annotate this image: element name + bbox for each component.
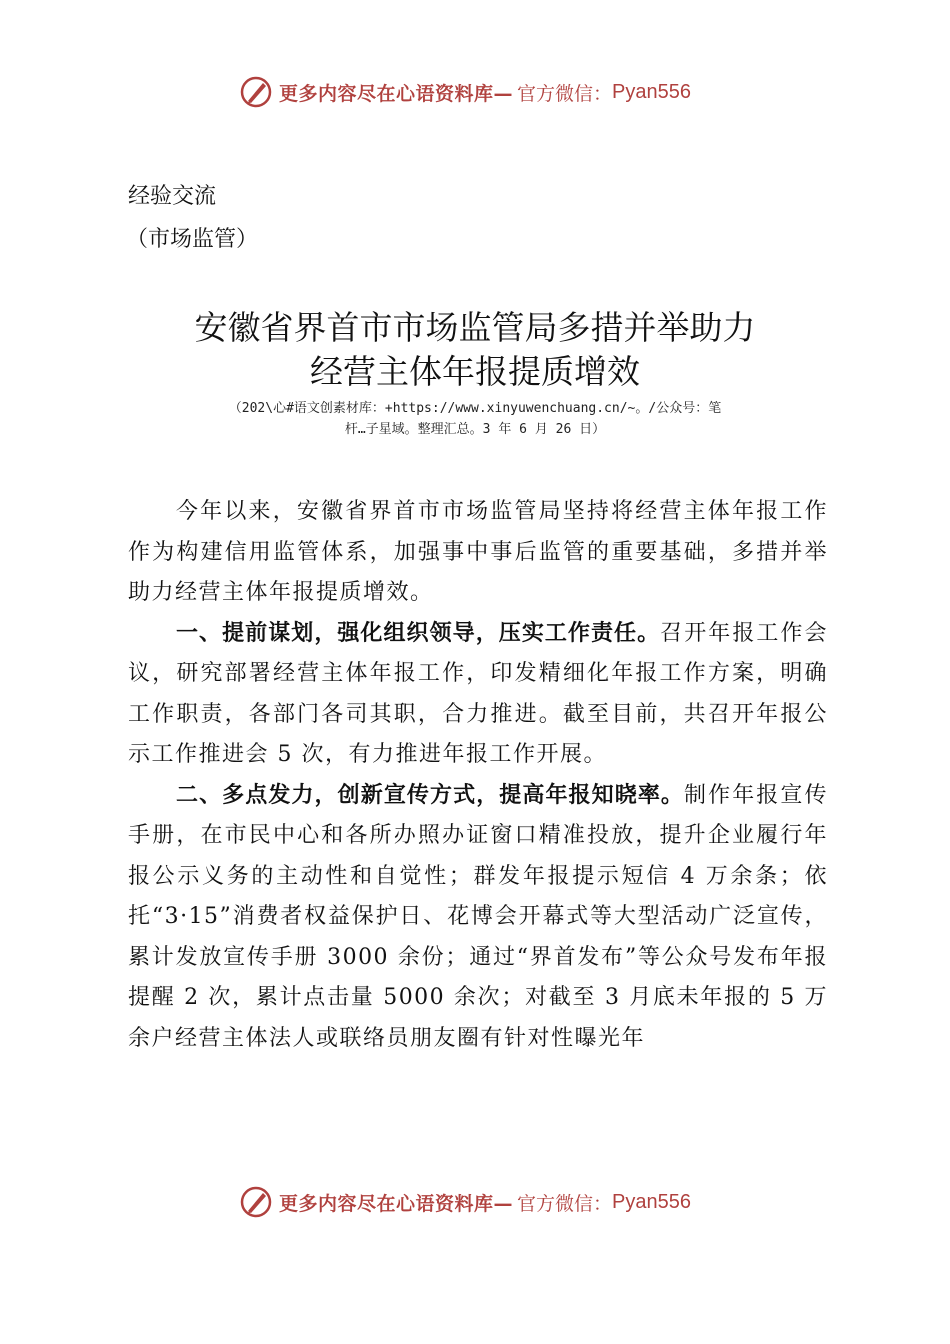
article-title bbox=[100, 306, 850, 394]
wechat-id: Pyan556 bbox=[612, 1190, 691, 1213]
watermark-text: 更多内容尽在心语资料库— bbox=[279, 82, 514, 105]
section-heading: 二、多点发力，创新宣传方式，提高年报知晓率。 bbox=[176, 782, 685, 808]
paragraph-text: 召开年报工作会议，研究部署经营主体年报工作，印发精细化年报工作方案，明确工作职责，各部门各司其职，合力推进。截至目前，共召开年报公示工作推进会 5 次，有力推进年报工作开展。 bbox=[128, 620, 828, 767]
wechat-label: 官方微信： bbox=[517, 82, 613, 105]
source-line-1: （202\心#语文创素材库：+https://www.xinyuwenchuang.cn/~。/公众号：笔 bbox=[228, 401, 722, 416]
watermark-banner-top bbox=[0, 72, 950, 112]
subcategory-label: （市场监管） bbox=[126, 227, 259, 252]
paragraph-section-1 bbox=[128, 614, 828, 776]
source-line-2: 杆…子星域。整理汇总。3 年 6 月 26 日） bbox=[344, 422, 606, 437]
watermark-banner-bottom bbox=[0, 1182, 950, 1222]
paragraph-section-2 bbox=[128, 776, 828, 1060]
quill-pen-logo-icon bbox=[239, 1185, 273, 1219]
source-note bbox=[150, 398, 800, 440]
paragraph-text: 今年以来，安徽省界首市市场监管局坚持将经营主体年报工作作为构建信用监管体系，加强事中事后监管的重要基础，多措并举助力经营主体年报提质增效。 bbox=[128, 499, 828, 605]
title-line-2: 经营主体年报提质增效 bbox=[310, 352, 640, 391]
article-body bbox=[128, 492, 828, 1059]
paragraph-text: 制作年报宣传手册，在市民中心和各所办照办证窗口精准投放，提升企业履行年报公示义务的主动性和自觉性；群发年报提示短信 4 万余条；依托“3·15”消费者权益保护日、花博会开幕式等大型活动广泛宣传，累计发放宣传手册 3000 余份；通过“界首发布”等公众号发布年报提醒 2 次，累计点击量 5000 余次；对截至 3 月底未年报的 5 万余户经营主体法人或联络员朋友圈有针对性曝光年 bbox=[128, 782, 828, 1051]
category-label: 经验交流 bbox=[128, 184, 217, 209]
wechat-id: Pyan556 bbox=[612, 80, 691, 103]
quill-pen-logo-icon bbox=[239, 75, 273, 109]
section-heading: 一、提前谋划，强化组织领导，压实工作责任。 bbox=[176, 620, 661, 646]
title-line-1: 安徽省界首市市场监管局多措并举助力 bbox=[194, 308, 756, 347]
paragraph-intro bbox=[128, 492, 828, 614]
watermark-text: 更多内容尽在心语资料库— bbox=[279, 1192, 514, 1215]
wechat-label: 官方微信： bbox=[517, 1192, 613, 1215]
